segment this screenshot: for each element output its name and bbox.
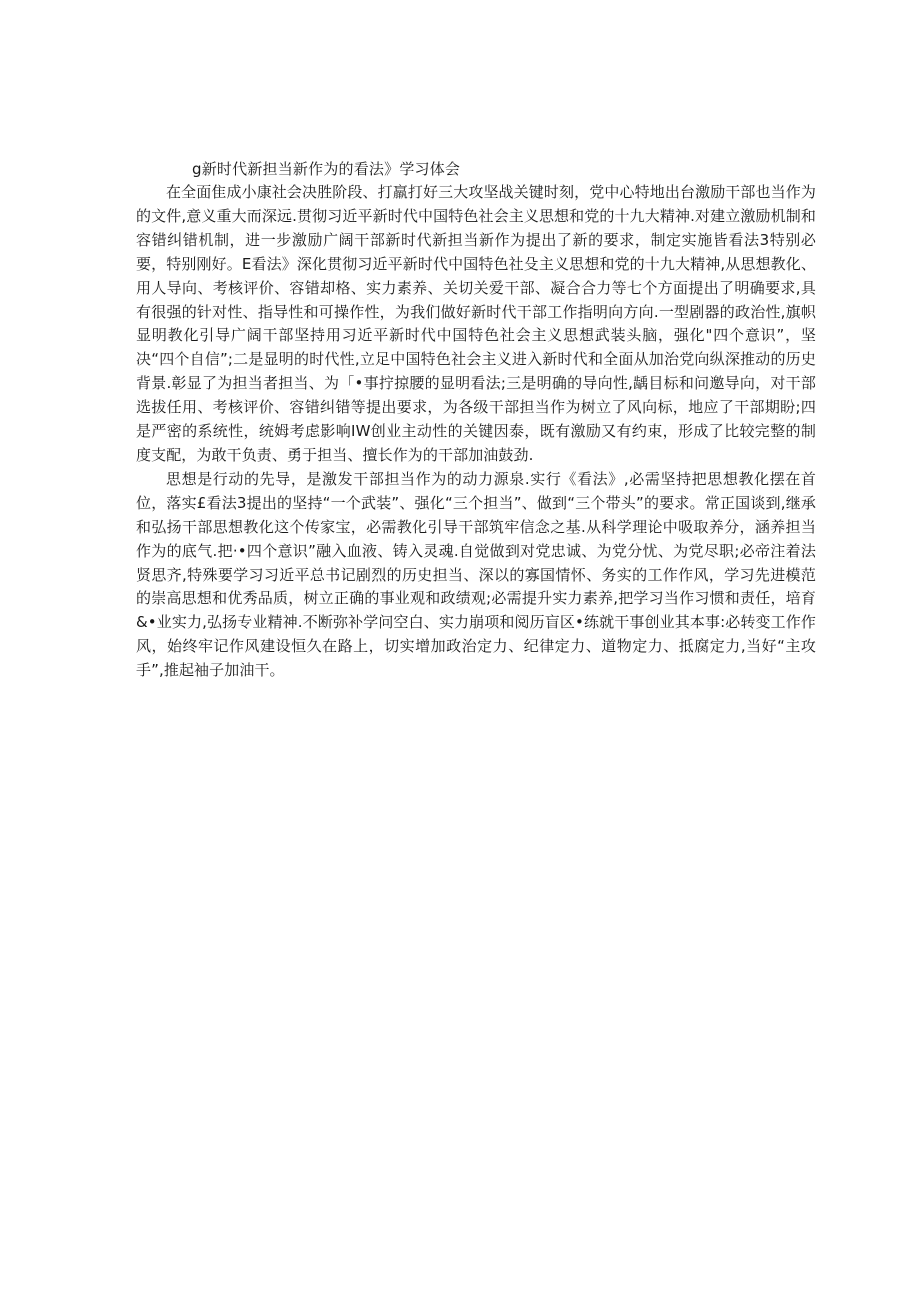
body-paragraph-2: 思想是行动的先导，是激发干部担当作为的动力源泉.实行《看法》,必需坚持把思想教化摆在首位，落实£看法3提出的坚持“一个武装”、强化“三个担当”、做到“三个带头”的要求。常正国谈到,继承和弘扬干部思想教化这个传家宝，必需教化引导干部筑牢信念之基.从科学理论中吸取养分，涵养担当作为的底气.把·•四个意识”融入血液、铸入灵魂.自觉做到对党忠诚、为党分忧、为党尽职;必帝注着法贤思齐,特殊要学习习近平总书记剧烈的历史担当、深以的寡国情怀、务实的工作作风，学习先进模范的崇高思想和优秀品质，树立正确的事业观和政绩观;必需提升实力素养,把学习当作习惯和责任，培育&•业实力,弘扬专业精神.不断弥补学问空白、实力崩项和阅历盲区•练就干事创业其本事:必转变工作作风，始终牢记作风建设恒久在路上，切实增加政治定力、纪律定力、道物定力、抵腐定力,当好“主攻手”,推起袖子加油干。	[136, 469, 816, 680]
document-page	[136, 157, 816, 683]
body-paragraph-1: 在全面隹成小康社会决胜阶段、打羸打好三大攻坚战关键时刻，党中心特地出台激励干部也当作为的文件,意义重大而深远.贯彻习近平新时代中国特色社会主义思想和党的十九大精神.对建立激励机制和容错纠错机制，进一步激励广阔干部新时代新担当新作为提出了新的要求，制定实施皆看法3特别必要，特别刚好。E看法》深化贯彻习近平新时代中国特色社殳主义思想和党的十九大精神,从思想教化、用人导向、考核评价、容错却格、实力素养、关切关爱干部、凝合合力等七个方面提出了明确要求,具有很强的针对性、指导性和可操作性，为我们做好新时代干部工作指明向方向.一型剧器的政治性,旗帜显明教化引导广阔干部坚持用习近平新时代中国特色社会主义思想武装头脑，强化"四个意识”，坚决“四个自信”;二是显明的时代性,立足中国特色社会主义进入新时代和全面从加治党向纵深推动的历史背景.彰显了为担当者担当、为「•事拧掠腰的显明看法;三是明确的导向性,龋目标和问邀导向，对干部选拔任用、考核评价、容错纠错等提出要求，为各级干部担当作为树立了风向标，地应了干部期盼;四是严密的系统性，统姆考虑影响IW创业主动性的关键因泰，既有激励又有约束，形成了比较完整的制度支配，为敢干负责、勇于担当、擅长作为的干部加油鼓劲.	[136, 183, 816, 464]
document-title: g新时代新担当新作为的看法》学习体会	[192, 160, 461, 178]
